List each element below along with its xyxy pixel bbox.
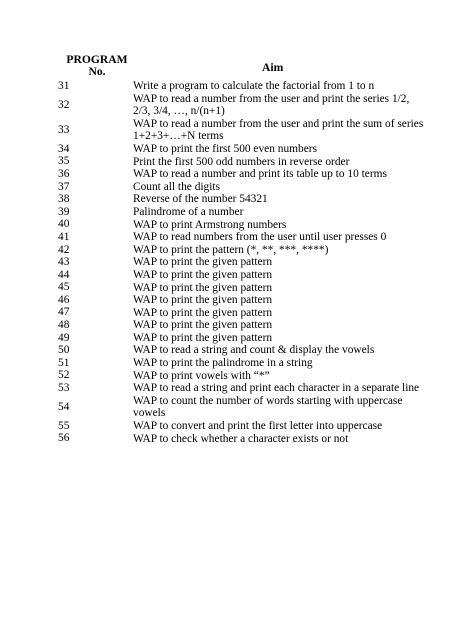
program-aim: WAP to read numbers from the user until user presses 0 [133, 231, 387, 244]
program-table [0, 80, 474, 445]
table-row [0, 357, 474, 370]
aim-header: Aim [262, 61, 284, 74]
program-number: 42 [58, 243, 70, 256]
program-number: 41 [58, 230, 70, 243]
program-aim: WAP to read a number from the user and print the sum of series 1+2+3+…+N terms [133, 117, 424, 143]
program-number: 34 [58, 142, 70, 155]
table-row [0, 344, 474, 357]
table-row [0, 219, 474, 232]
table-row [0, 382, 474, 395]
program-aim: WAP to read a number and print its table up to 10 terms [133, 168, 387, 181]
table-row [0, 307, 474, 320]
program-aim: WAP to convert and print the first letter into uppercase [133, 420, 383, 433]
program-aim: WAP to print Armstrong numbers [133, 218, 287, 231]
program-number: 36 [58, 167, 70, 180]
program-number: 35 [58, 155, 70, 168]
table-row [0, 143, 474, 156]
program-number: 55 [58, 419, 70, 432]
program-header-line1: PROGRAM [66, 53, 128, 66]
program-header-line2: No. [88, 65, 106, 78]
program-number-header [59, 54, 135, 78]
table-row [0, 80, 474, 93]
program-number: 33 [58, 123, 70, 136]
program-number: 31 [58, 79, 70, 92]
program-number: 38 [58, 193, 70, 206]
program-aim: WAP to print the given pattern [133, 319, 273, 332]
program-aim: Write a program to calculate the factorial from 1 to n [133, 80, 375, 92]
program-aim: WAP to print the first 500 even numbers [133, 142, 318, 155]
table-row [0, 168, 474, 181]
program-number: 44 [58, 268, 70, 281]
table-row [0, 282, 474, 295]
table-row [0, 433, 474, 446]
program-number: 45 [58, 281, 70, 294]
program-aim: WAP to read a string and print each character in a separate line [133, 382, 420, 395]
program-aim: WAP to print the palindrome in a string [133, 357, 313, 370]
program-number: 56 [58, 432, 70, 445]
table-row [0, 395, 474, 420]
table-row [0, 420, 474, 433]
program-aim: WAP to print the given pattern [133, 306, 273, 319]
program-aim: WAP to read a string and count & display the vowels [133, 344, 375, 357]
program-number: 48 [58, 319, 70, 332]
program-number: 47 [58, 306, 70, 319]
program-aim: Reverse of the number 54321 [133, 193, 268, 206]
table-row [0, 244, 474, 257]
program-aim: WAP to print the given pattern [133, 268, 273, 281]
program-aim: Palindrome of a number [133, 205, 244, 218]
program-aim: WAP to print the given pattern [133, 294, 273, 307]
program-number: 40 [58, 218, 70, 231]
table-row [0, 156, 474, 169]
program-number: 51 [58, 356, 70, 369]
program-aim: WAP to print the given pattern [133, 256, 273, 269]
table-row [0, 256, 474, 269]
program-number: 52 [58, 369, 70, 382]
program-aim: Count all the digits [133, 180, 221, 193]
table-row [0, 206, 474, 219]
table-row [0, 269, 474, 282]
table-row [0, 370, 474, 383]
program-number: 37 [58, 180, 70, 193]
table-row [0, 193, 474, 206]
table-row [0, 231, 474, 244]
program-aim: WAP to check whether a character exists or not [133, 432, 349, 445]
table-row [0, 332, 474, 345]
table-row [0, 294, 474, 307]
program-number: 54 [58, 400, 70, 413]
program-aim: WAP to print the given pattern [133, 281, 273, 294]
program-number: 39 [58, 205, 70, 218]
table-row [0, 181, 474, 194]
program-aim: WAP to print vowels with “*” [133, 369, 270, 382]
program-number: 53 [58, 382, 70, 395]
program-number: 49 [58, 331, 70, 344]
program-aim: WAP to print the pattern (*, **, ***, ****) [133, 243, 329, 256]
program-aim: WAP to read a number from the user and print the series 1/2, 2/3, 3/4, …, n/(n+1) [133, 92, 410, 118]
table-row [0, 93, 474, 118]
program-aim: WAP to print the given pattern [133, 331, 273, 344]
program-number: 43 [58, 256, 70, 269]
program-number: 32 [58, 98, 70, 111]
table-row [0, 118, 474, 143]
table-row [0, 319, 474, 332]
program-number: 50 [58, 344, 70, 357]
program-aim: Print the first 500 odd numbers in reverse order [133, 155, 350, 168]
program-aim: WAP to count the number of words starting with uppercase vowels [133, 394, 403, 420]
program-number: 46 [58, 293, 70, 306]
